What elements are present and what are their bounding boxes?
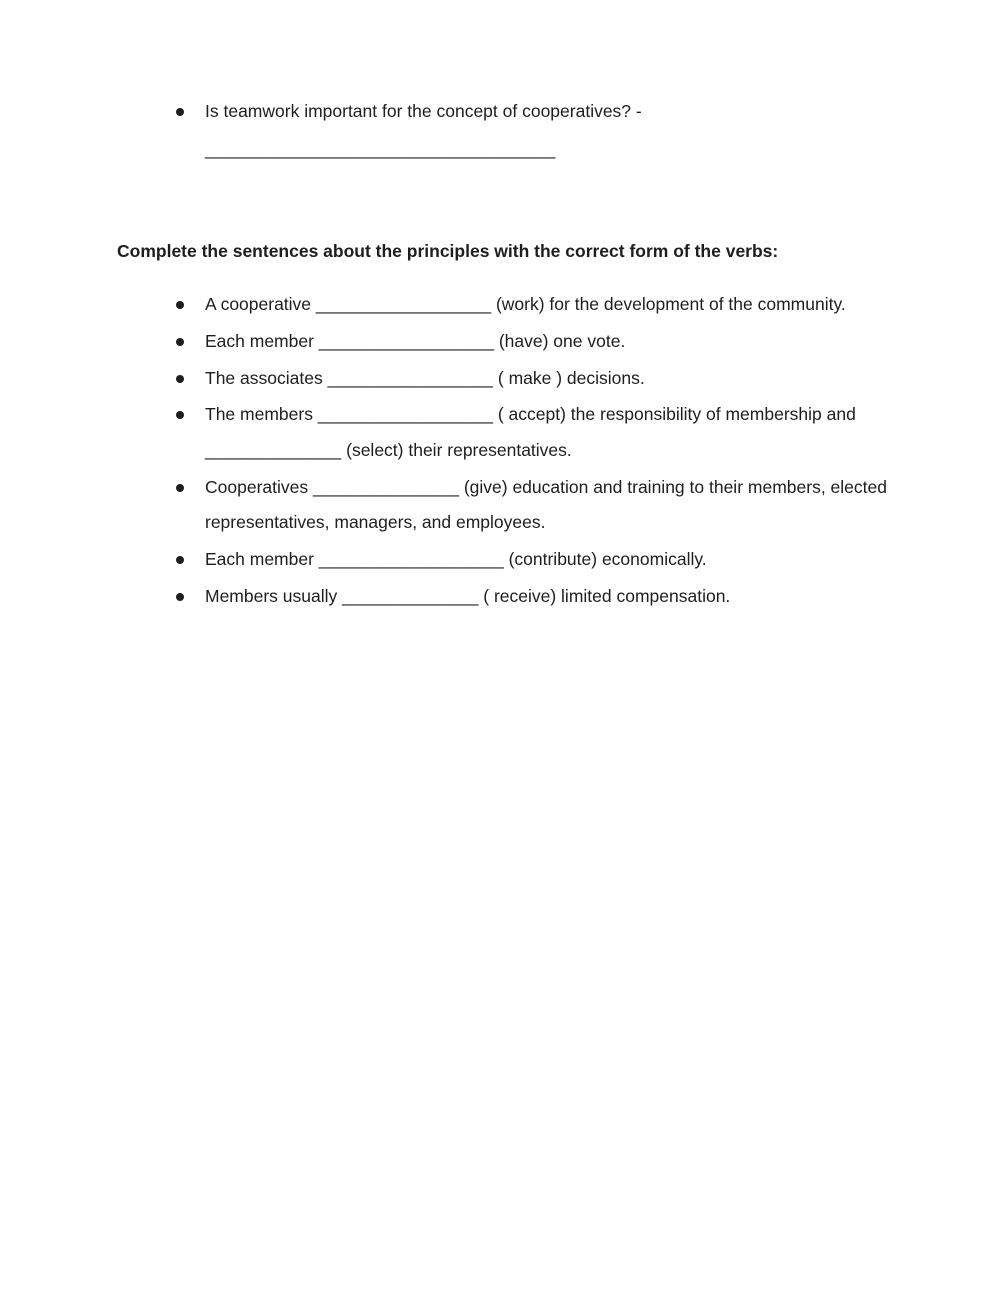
exercise-item: Each member __________________ (have) one vote. bbox=[205, 331, 626, 351]
exercise-item: Cooperatives _______________ (give) education and training to their members, elected bbox=[205, 477, 887, 497]
bullet-icon bbox=[176, 556, 184, 564]
exercise-item: Each member ___________________ (contribute) economically. bbox=[205, 549, 707, 569]
bullet-icon bbox=[176, 484, 184, 492]
bullet-icon bbox=[176, 375, 184, 383]
bullet-icon bbox=[176, 108, 184, 116]
bullet-icon bbox=[176, 593, 184, 601]
exercise-item-continuation: representatives, managers, and employees. bbox=[205, 512, 546, 532]
exercise-item: Members usually ______________ ( receive) limited compensation. bbox=[205, 586, 731, 606]
answer-blank: ____________________________________ bbox=[205, 139, 556, 159]
exercise-item: The members __________________ ( accept) the responsibility of membership and bbox=[205, 404, 856, 424]
bullet-icon bbox=[176, 411, 184, 419]
bullet-icon bbox=[176, 338, 184, 346]
bullet-icon bbox=[176, 301, 184, 309]
exercise-item: The associates _________________ ( make ) decisions. bbox=[205, 368, 645, 388]
exercise-heading: Complete the sentences about the principles with the correct form of the verbs: bbox=[117, 241, 779, 261]
exercise-item-continuation: ______________ (select) their representatives. bbox=[205, 440, 572, 460]
question-text: Is teamwork important for the concept of cooperatives? - bbox=[205, 101, 642, 121]
exercise-item: A cooperative __________________ (work) for the development of the community. bbox=[205, 294, 846, 314]
